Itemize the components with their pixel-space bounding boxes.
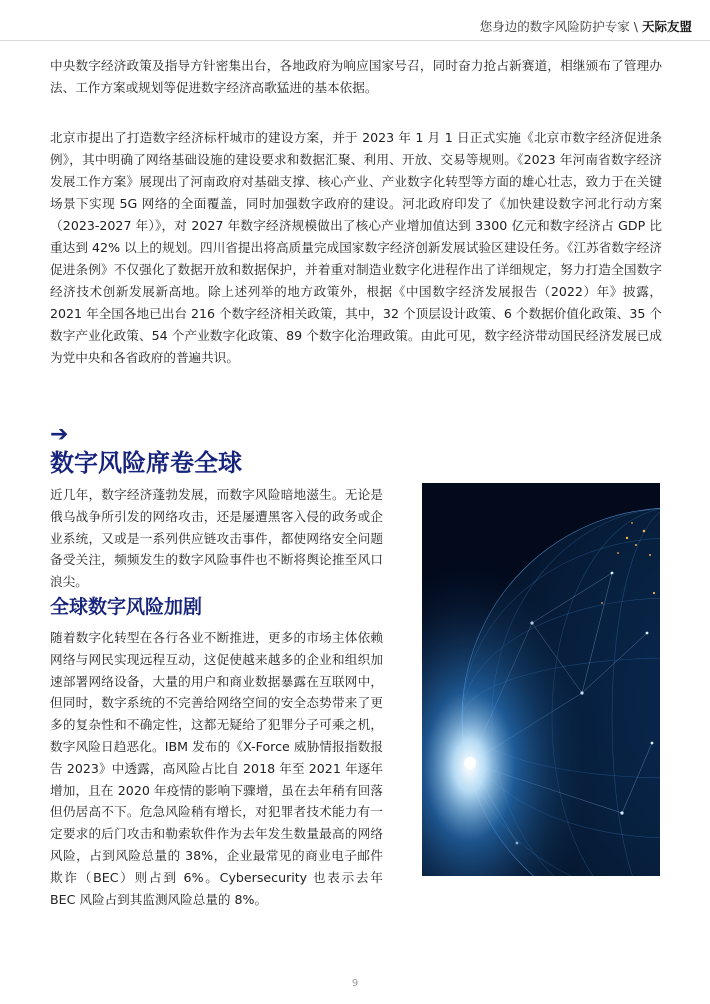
section-lead-paragraph: 近几年，数字经济蓬勃发展，而数字风险暗地滋生。无论是俄乌战争所引发的网络攻击，还是屡遭黑客入侵的政务或企业系统，又或是一系列供应链攻击事件，都使网络安全问题备受关注，频频发生的数字风险事件也不断将舆论推至风口浪尖。 bbox=[50, 487, 383, 590]
header-brand: 天际友盟 bbox=[641, 19, 692, 34]
page-number: 9 bbox=[351, 978, 359, 989]
earth-network-illustration bbox=[422, 483, 660, 876]
section-title: 数字风险席卷全球 bbox=[50, 449, 242, 477]
header-separator: \ bbox=[633, 19, 638, 34]
subsection-body-paragraph: 随着数字化转型在各行各业不断推进，更多的市场主体依赖网络与网民实现远程互动，这促使越来越多的企业和组织加速部署网络设备，大量的用户和商业数据暴露在互联网中，但同时，数字系统的不完善给网络空间的安全态势带来了更多的复杂性和不确定性，这都无疑给了犯罪分子可乘之机，数字风险日趋恶化。IBM 发布的《X-Force 威胁情报指数报告 2023》中透露，高风险占比自 2018 年至 2021 年逐年增加，且在 2020 年疫情的影响下骤增，虽在去年稍有回落但仍居高不下。危急风险稍有增长，对犯罪者技术能力有一定要求的后门攻击和勒索软件作为去年发生数量最高的网络风险，占到风险总量的 38%，企业最常见的商业电子邮件欺诈（BEC）则占到 6%。Cybersecurity 也表示去年 BEC 风险占到其监测风险总量的 8%。 bbox=[50, 630, 383, 907]
intro-paragraph-1: 中央数字经济政策及指导方针密集出台，各地政府为响应国家号召，同时奋力抢占新赛道，相继颁布了管理办法、工作方案或规划等促进数字经济高歌猛进的基本依据。 bbox=[50, 58, 662, 95]
header-divider bbox=[0, 40, 710, 41]
intro-paragraph-2: 北京市提出了打造数字经济标杆城市的建设方案，并于 2023 年 1 月 1 日正式实施《北京市数字经济促进条例》，其中明确了网络基础设施的建设要求和数据汇聚、利用、开放、交易等规则。《2023 年河南省数字经济发展工作方案》展现出了河南政府对基础支撑、核心产业、产业数字化转型等方面的雄心壮志，致力于在关键场景下实现 5G 网络的全面覆盖，同时加强数字政府的建设。河北政府印发了《加快建设数字河北行动方案（2023-2027 年）》，对 2027 年数字经济规模做出了核心产业增加值达到 3300 亿元和数字经济占 GDP 比重达到 42% 以上的规划。四川省提出将高质量完成国家数字经济创新发展试验区建设任务。《江苏省数字经济促进条例》不仅强化了数据开放和数据保护，并着重对制造业数字化进程作出了详细规定，努力打造全国数字经济技术创新发展新高地。除上述列举的地方政策外，根据《中国数字经济发展报告（2022）年》披露，2021 年全国各地已出台 216 个数字经济相关政策，其中，32 个顶层设计政策、6 个数据价值化政策、35 个数字产业化政策、54 个产业数字化政策、89 个数字化治理政策。由此可见，数字经济带动国民经济发展已成为党中央和各省政府的普遍共识。 bbox=[50, 130, 662, 365]
page-header bbox=[480, 17, 692, 35]
header-tagline: 您身边的数字风险防护专家 bbox=[479, 19, 630, 34]
subsection-title: 全球数字风险加剧 bbox=[50, 596, 203, 618]
section-arrow-icon: ➔ bbox=[50, 422, 69, 447]
